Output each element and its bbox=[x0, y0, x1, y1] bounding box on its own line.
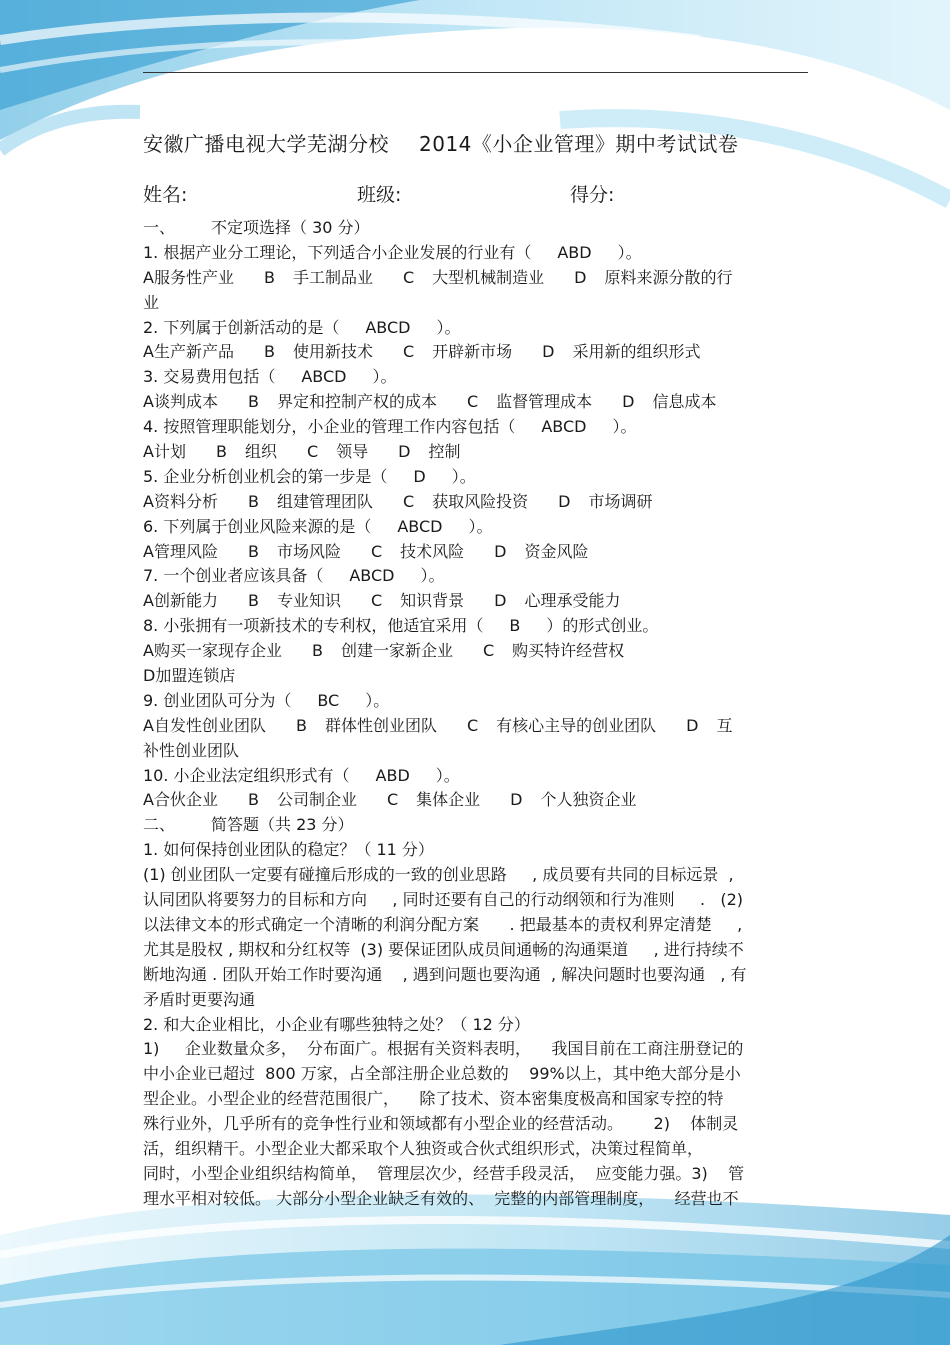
question-text-end: ）。 bbox=[372, 367, 397, 387]
option-text: A购买一家现存企业 bbox=[143, 641, 282, 661]
option-text: D bbox=[574, 267, 587, 287]
question-1 bbox=[143, 241, 808, 266]
option-text: 组建管理团队 bbox=[276, 491, 373, 511]
option-text: C bbox=[370, 541, 383, 561]
answer-key: ABCD bbox=[365, 317, 411, 337]
option-text: 采用新的组织形式 bbox=[572, 342, 701, 362]
option-text: A创新能力 bbox=[143, 591, 218, 611]
option-text: B bbox=[311, 641, 323, 661]
question-2 bbox=[143, 316, 808, 341]
exam-name: 2014《小企业管理》期中考试试卷 bbox=[419, 132, 739, 156]
option-text: A服务性产业 bbox=[143, 267, 234, 287]
answer-line: 同时，小型企业组织结构简单， 管理层次少，经营手段灵活， 应变能力强。3) 管 bbox=[143, 1163, 745, 1183]
options-row bbox=[143, 490, 808, 515]
option-text: 界定和控制产权的成本 bbox=[276, 392, 437, 412]
section1-number: 一、 bbox=[143, 218, 176, 237]
option-text: 互 bbox=[716, 715, 733, 735]
question-9 bbox=[143, 689, 808, 714]
option-text: B bbox=[247, 591, 259, 611]
question-text: 3. 交易费用包括（ bbox=[143, 367, 276, 387]
answer-key: ABD bbox=[375, 765, 410, 785]
exam-title bbox=[143, 128, 738, 157]
question-8 bbox=[143, 614, 808, 639]
option-text: 市场风险 bbox=[276, 541, 341, 561]
short-answer-2 bbox=[143, 1037, 808, 1211]
option-text: A合伙企业 bbox=[143, 790, 218, 810]
question-text: 7. 一个创业者应该具备（ bbox=[143, 566, 324, 586]
option-text: 信息成本 bbox=[652, 392, 717, 412]
name-label: 姓名: bbox=[143, 184, 188, 206]
answer-key: BC bbox=[317, 690, 340, 710]
short-answer-1 bbox=[143, 863, 808, 1012]
option-text: B bbox=[215, 442, 227, 462]
option-text: 手工制品业 bbox=[292, 267, 373, 287]
question-text: 10. 小企业法定组织形式有（ bbox=[143, 765, 350, 785]
option-text: D bbox=[558, 491, 571, 511]
answer-line: 型企业。小型企业的经营范围很广， 除了技术、资本密集度极高和国家专控的特 bbox=[143, 1089, 724, 1109]
option-text: 集体企业 bbox=[416, 790, 481, 810]
option-text: C bbox=[370, 591, 383, 611]
option-text: D bbox=[622, 392, 635, 412]
option-text: A计划 bbox=[143, 442, 186, 462]
option-text: 原料来源分散的行 bbox=[604, 267, 733, 287]
answer-line: 以法律文本的形式确定一个清晰的利润分配方案 . 把最基本的责权利界定清楚 , bbox=[143, 914, 743, 934]
section2-heading bbox=[143, 813, 808, 838]
option-text: 领导 bbox=[336, 442, 369, 462]
option-text: B bbox=[247, 491, 259, 511]
answer-key: ABCD bbox=[397, 516, 443, 536]
score-label: 得分: bbox=[570, 184, 615, 206]
option-text: A资料分析 bbox=[143, 491, 218, 511]
option-text: A生产新产品 bbox=[143, 342, 234, 362]
class-label: 班级: bbox=[357, 184, 402, 206]
question-text-end: ）。 bbox=[612, 417, 637, 437]
answer-line: 中小企业已超过 800 万家，占全部注册企业总数的 99%以上，其中绝大部分是小 bbox=[143, 1064, 741, 1084]
option-text: 市场调研 bbox=[588, 491, 653, 511]
option-text: A自发性创业团队 bbox=[143, 715, 266, 735]
question-4 bbox=[143, 415, 808, 440]
option-text: D bbox=[510, 790, 523, 810]
option-text: 创建一家新企业 bbox=[340, 641, 453, 661]
option-text: B bbox=[295, 715, 307, 735]
section2-title: 简答题（共 23 分） bbox=[211, 815, 354, 835]
question-text-end: ）。 bbox=[435, 765, 460, 785]
answer-key: B bbox=[509, 616, 521, 636]
option-text: 组织 bbox=[244, 442, 277, 462]
question-text-end: ）。 bbox=[451, 466, 476, 486]
question-text-end: ）。 bbox=[365, 690, 390, 710]
question-text: 6. 下列属于创业风险来源的是（ bbox=[143, 516, 372, 536]
option-text: C bbox=[482, 641, 495, 661]
option-text: C bbox=[402, 342, 415, 362]
option-text: 大型机械制造业 bbox=[432, 267, 545, 287]
option-text: D bbox=[686, 715, 699, 735]
option-text: D bbox=[398, 442, 411, 462]
option-text: C bbox=[386, 790, 399, 810]
option-text: A谈判成本 bbox=[143, 392, 218, 412]
question-text-end: ）。 bbox=[468, 516, 493, 536]
option-text: 监督管理成本 bbox=[496, 392, 593, 412]
option-text: 控制 bbox=[428, 442, 461, 462]
options-row-continued: 补性创业团队 bbox=[143, 740, 240, 760]
options-row-continued: D加盟连锁店 bbox=[143, 666, 236, 686]
option-text: 开辟新市场 bbox=[432, 342, 513, 362]
answer-key: ABCD bbox=[301, 367, 347, 387]
section2-number: 二、 bbox=[143, 815, 176, 835]
question-text-end: ）的形式创业。 bbox=[546, 616, 659, 636]
options-row bbox=[143, 266, 808, 291]
answer-key: ABCD bbox=[349, 566, 395, 586]
option-text: C bbox=[402, 267, 415, 287]
answer-line: 理水平相对较低。 大部分小型企业缺乏有效的、 完整的内部管理制度， 经营也不 bbox=[143, 1188, 739, 1208]
question-6 bbox=[143, 515, 808, 540]
answer-line: (1) 创业团队一定要有碰撞后形成的一致的创业思路 , 成员要有共同的目标远景 , bbox=[143, 865, 734, 885]
option-text: 技术风险 bbox=[400, 541, 465, 561]
option-text: B bbox=[263, 342, 275, 362]
question-text-end: ）。 bbox=[420, 566, 445, 586]
question-text: 8. 小张拥有一项新技术的专利权，他适宜采用（ bbox=[143, 616, 484, 636]
question-text: 1. 根据产业分工理论，下列适合小企业发展的行业有（ bbox=[143, 242, 532, 262]
exam-body bbox=[143, 216, 808, 1212]
option-text: B bbox=[247, 790, 259, 810]
options-row bbox=[143, 639, 808, 664]
options-row bbox=[143, 540, 808, 565]
option-text: 专业知识 bbox=[276, 591, 341, 611]
mcq-list bbox=[143, 241, 808, 813]
option-text: 知识背景 bbox=[400, 591, 465, 611]
options-row bbox=[143, 440, 808, 465]
school-name: 安徽广播电视大学芜湖分校 bbox=[143, 132, 389, 156]
question-text: 4. 按照管理职能划分，小企业的管理工作内容包括（ bbox=[143, 417, 516, 437]
answer-line: 尤其是股权 , 期权和分红权等 (3) 要保证团队成员间通畅的沟通渠道 , 进行持续不 bbox=[143, 939, 744, 959]
answer-key: ABD bbox=[557, 242, 592, 262]
header-rule bbox=[143, 72, 808, 73]
question-10 bbox=[143, 764, 808, 789]
options-row-continued: 业 bbox=[143, 292, 160, 312]
short-question-2-title: 2. 和大企业相比，小企业有哪些独特之处？（ 12 分） bbox=[143, 1014, 530, 1034]
question-3 bbox=[143, 365, 808, 390]
answer-line: 殊行业外，几乎所有的竞争性行业和领域都有小型企业的经营活动。 2) 体制灵 bbox=[143, 1114, 739, 1134]
option-text: C bbox=[402, 491, 415, 511]
option-text: 公司制企业 bbox=[276, 790, 357, 810]
option-text: 资金风险 bbox=[524, 541, 589, 561]
option-text: 群体性创业团队 bbox=[324, 715, 437, 735]
options-row bbox=[143, 340, 808, 365]
section1-heading bbox=[143, 216, 808, 241]
option-text: 购买特许经营权 bbox=[512, 641, 625, 661]
section1-title: 不定项选择（ 30 分） bbox=[211, 218, 370, 237]
option-text: B bbox=[263, 267, 275, 287]
option-text: B bbox=[247, 541, 259, 561]
option-text: A管理风险 bbox=[143, 541, 218, 561]
options-row bbox=[143, 390, 808, 415]
option-text: B bbox=[247, 392, 259, 412]
answer-key: D bbox=[413, 466, 426, 486]
answer-line: 矛盾时更要沟通 bbox=[143, 989, 256, 1009]
answer-line: 1) 企业数量众多， 分布面广。根据有关资料表明， 我国目前在工商注册登记的 bbox=[143, 1039, 744, 1059]
question-text: 5. 企业分析创业机会的第一步是（ bbox=[143, 466, 388, 486]
option-text: C bbox=[306, 442, 319, 462]
option-text: D bbox=[494, 541, 507, 561]
option-text: C bbox=[466, 715, 479, 735]
short-question-1-title: 1. 如何保持创业团队的稳定？（ 11 分） bbox=[143, 840, 434, 860]
question-text-end: ）。 bbox=[617, 242, 642, 262]
options-row bbox=[143, 788, 808, 813]
options-row bbox=[143, 714, 808, 739]
option-text: D bbox=[542, 342, 555, 362]
question-text-end: ）。 bbox=[436, 317, 461, 337]
answer-key: ABCD bbox=[541, 417, 587, 437]
option-text: 有核心主导的创业团队 bbox=[496, 715, 657, 735]
option-text: D bbox=[494, 591, 507, 611]
question-text: 2. 下列属于创新活动的是（ bbox=[143, 317, 340, 337]
answer-line: 断地沟通 . 团队开始工作时要沟通 , 遇到问题也要沟通 , 解决问题时也要沟通 , 有 bbox=[143, 964, 747, 984]
answer-line: 认同团队将要努力的目标和方向 , 同时还要有自己的行动纲领和行为准则 . (2) bbox=[143, 890, 744, 910]
question-text: 9. 创业团队可分为（ bbox=[143, 690, 292, 710]
option-text: 使用新技术 bbox=[292, 342, 373, 362]
option-text: 个人独资企业 bbox=[540, 790, 637, 810]
option-text: 获取风险投资 bbox=[432, 491, 529, 511]
answer-line: 活，组织精干。小型企业大都采取个人独资或合伙式组织形式，决策过程简单， bbox=[143, 1138, 704, 1158]
option-text: C bbox=[466, 392, 479, 412]
option-text: 心理承受能力 bbox=[524, 591, 621, 611]
question-5 bbox=[143, 465, 808, 490]
question-7 bbox=[143, 564, 808, 589]
options-row bbox=[143, 589, 808, 614]
